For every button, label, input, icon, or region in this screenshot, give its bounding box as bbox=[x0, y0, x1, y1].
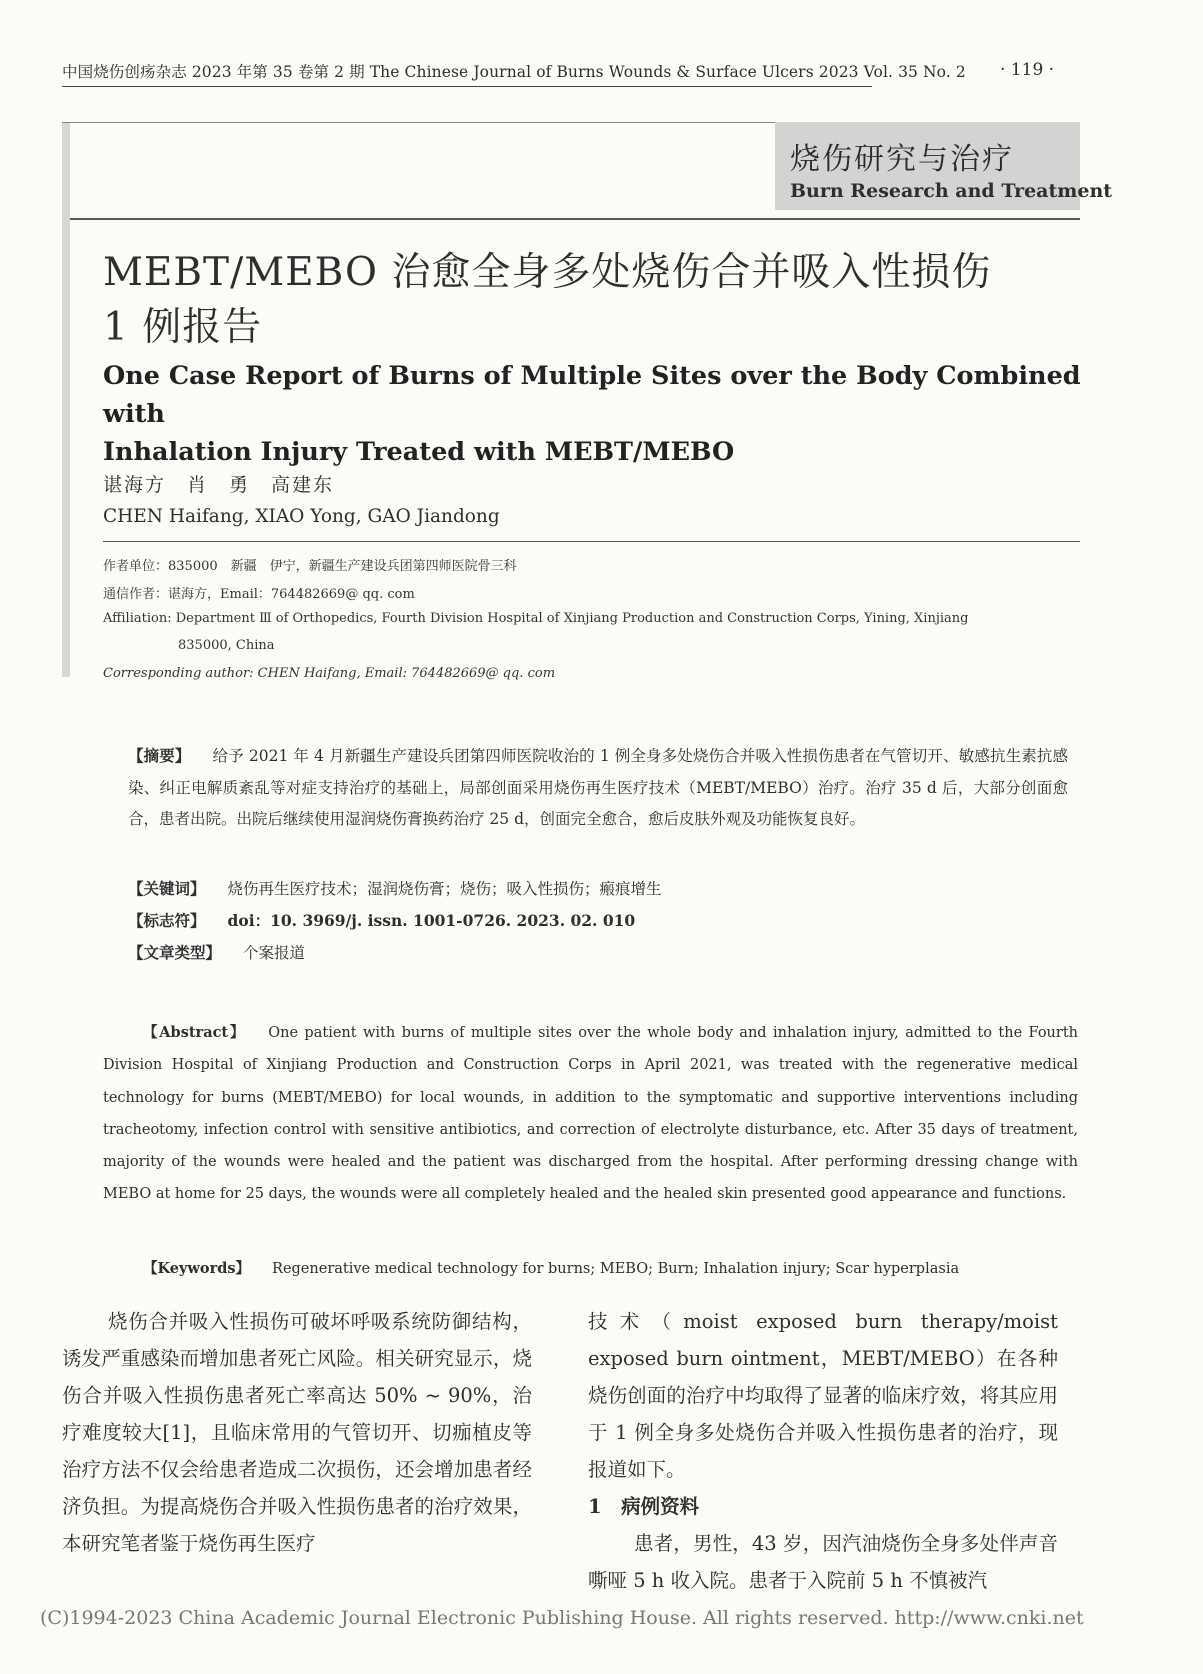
title-zh-line-1: MEBT/MEBO 治愈全身多处烧伤合并吸入性损伤 bbox=[103, 250, 992, 295]
author-unit: 作者单位：835000 新疆 伊宁，新疆生产建设兵团第四师医院骨三科 bbox=[103, 559, 517, 574]
affiliation-en: Affiliation: Department Ⅲ of Orthopedics, Fourth Division Hospital of Xinjiang Production and Construction Corps, Yining, Xinjiang bbox=[103, 611, 969, 626]
divider bbox=[70, 218, 1080, 220]
article-type-row bbox=[128, 941, 305, 963]
title-en-line-2: Inhalation Injury Treated with MEBT/MEBO bbox=[103, 437, 735, 467]
copyright-footer: (C)1994-2023 China Academic Journal Electronic Publishing House. All rights reserved. http://www.cnki.net bbox=[40, 1607, 1084, 1629]
keywords-en-text: Regenerative medical technology for burns; MEBO; Burn; Inhalation injury; Scar hyperplasia bbox=[272, 1261, 960, 1277]
abstract-en-text: One patient with burns of multiple sites over the whole body and inhalation injury, admitted to the Fourth Division Hospital of Xinjiang Production and Construction Corps in April 2021, was treated with the regenerative medical technology for burns (MEBT/MEBO) for local wounds, in addition to the symptomatic and supportive interventions including tracheotomy, infection control with sensitive antibiotics, and correction of electrolyte disturbance, etc. After 35 days of treatment, majority of the wounds were healed and the patient was discharged from the hospital. After performing dressing change with MEBO at home for 25 days, the wounds were all completely healed and the healed skin presented good appearance and functions. bbox=[103, 1025, 1078, 1203]
article-title-en bbox=[103, 357, 1093, 471]
page-number: · 119 · bbox=[1000, 60, 1055, 80]
decorative-side-bar bbox=[62, 122, 70, 677]
corresponding-author-en: Corresponding author: CHEN Haifang, Email: 764482669@ qq. com bbox=[103, 666, 556, 681]
keywords-en-label: 【Keywords】 bbox=[143, 1260, 251, 1277]
section-title-en: Burn Research and Treatment bbox=[790, 180, 1113, 202]
body-paragraph: 烧伤合并吸入性损伤可破坏呼吸系统防御结构，诱发严重感染而增加患者死亡风险。相关研究显示，烧伤合并吸入性损伤患者死亡率高达 50% ~ 90%，治疗难度较大[1]，且临床常用的气管切开、切痂植皮等治疗方法不仅会给患者造成二次损伤，还会增加患者经济负担。为提高烧伤合并吸入性损伤患者的治疗效果，本研究笔者鉴于烧伤再生医疗 bbox=[62, 1310, 532, 1555]
article-type-label: 【文章类型】 bbox=[128, 943, 222, 962]
abstract-zh bbox=[128, 740, 1068, 836]
keywords-en bbox=[143, 1257, 959, 1278]
running-header: 中国烧伤创疡杂志 2023 年第 35 卷第 2 期 The Chinese Journal of Burns Wounds & Surface Ulcers 2023 Vol. 35 No. 2 bbox=[62, 60, 872, 87]
divider bbox=[103, 541, 1080, 542]
body-right-column bbox=[588, 1303, 1058, 1599]
section-heading: 1 病例资料 bbox=[588, 1495, 700, 1518]
body-left-column bbox=[62, 1303, 532, 1562]
body-paragraph: 技术（moist exposed burn therapy/moist exposed burn ointment，MEBT/MEBO）在各种烧伤创面的治疗中均取得了显著的临床疗效，将其应用于 1 例全身多处烧伤合并吸入性损伤患者的治疗，现报道如下。 bbox=[588, 1310, 1058, 1481]
abstract-zh-label: 【摘要】 bbox=[128, 746, 191, 765]
keywords-zh-label: 【关键词】 bbox=[128, 879, 206, 898]
doi-row bbox=[128, 909, 635, 931]
keywords-zh bbox=[128, 877, 662, 899]
authors-zh: 谌海方 肖 勇 高建东 bbox=[103, 474, 335, 496]
abstract-zh-text: 给予 2021 年 4 月新疆生产建设兵团第四师医院收治的 1 例全身多处烧伤合并吸入性损伤患者在气管切开、敏感抗生素抗感染、纠正电解质紊乱等对症支持治疗的基础上，局部创面采用烧伤再生医疗技术（MEBT/MEBO）治疗。治疗 35 d 后，大部分创面愈合，患者出院。出院后继续使用湿润烧伤膏换药治疗 25 d，创面完全愈合，愈后皮肤外观及功能恢复良好。 bbox=[128, 747, 1068, 828]
title-en-line-1: One Case Report of Burns of Multiple Sites over the Body Combined with bbox=[103, 361, 1081, 429]
divider bbox=[62, 122, 775, 123]
body-paragraph: 患者，男性，43 岁，因汽油烧伤全身多处伴声音嘶哑 5 h 收入院。患者于入院前 5 h 不慎被汽 bbox=[588, 1532, 1058, 1592]
corresponding-author: 通信作者：谌海方，Email：764482669@ qq. com bbox=[103, 587, 415, 602]
authors-en: CHEN Haifang, XIAO Yong, GAO Jiandong bbox=[103, 506, 500, 527]
abstract-en-label: 【Abstract】 bbox=[143, 1024, 247, 1041]
doi-text: doi：10. 3969/j. issn. 1001-0726. 2023. 02. 010 bbox=[227, 911, 636, 930]
doi-label: 【标志符】 bbox=[128, 911, 206, 930]
section-title-zh: 烧伤研究与治疗 bbox=[790, 142, 1014, 177]
keywords-zh-text: 烧伤再生医疗技术；湿润烧伤膏；烧伤；吸入性损伤；瘢痕增生 bbox=[227, 880, 662, 898]
article-type-text: 个案报道 bbox=[243, 944, 306, 962]
affiliation-en-postcode: 835000, China bbox=[178, 638, 275, 653]
abstract-en bbox=[103, 1017, 1078, 1211]
title-zh-line-2: 1 例报告 bbox=[103, 305, 263, 350]
article-title-zh bbox=[103, 245, 1083, 355]
